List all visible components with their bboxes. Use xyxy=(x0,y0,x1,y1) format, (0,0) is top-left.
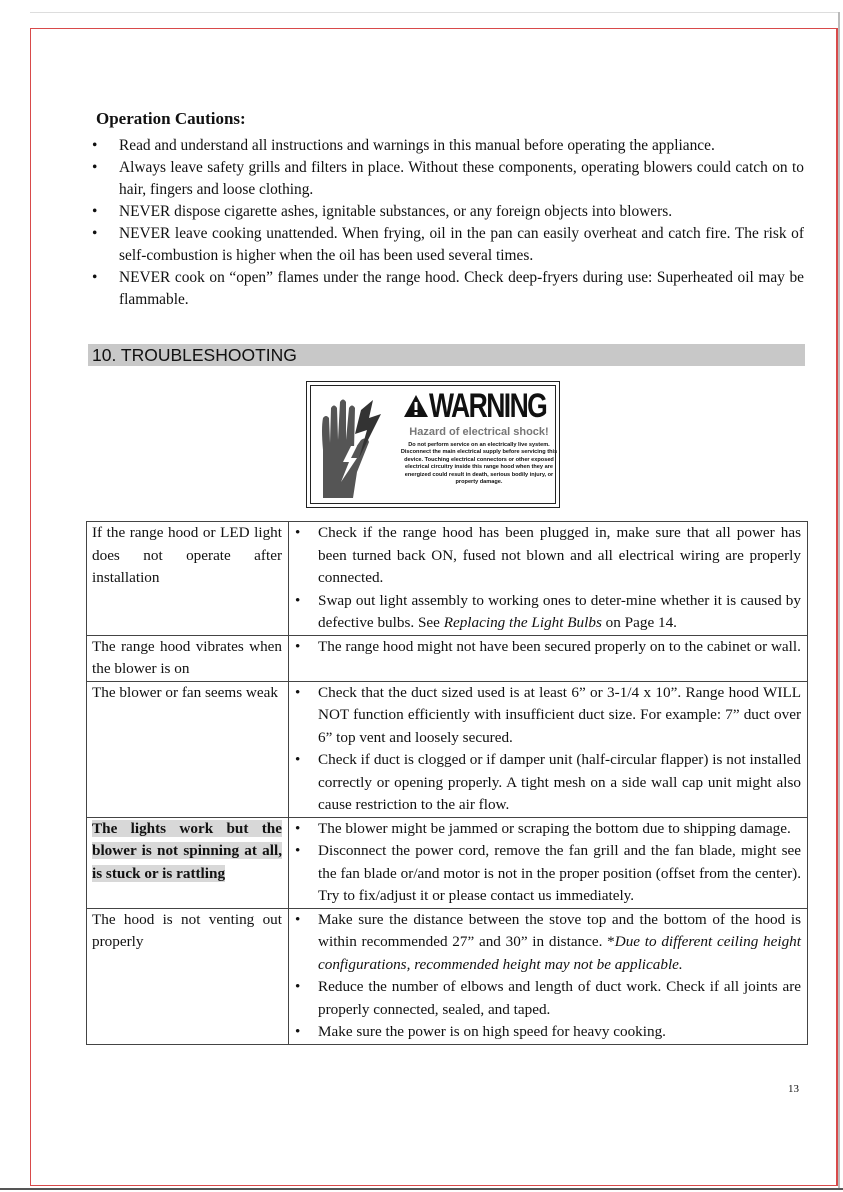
solution-cell xyxy=(289,635,808,681)
table-row xyxy=(87,908,808,1044)
page-edge-top xyxy=(30,12,840,13)
cautions-title: Operation Cautions: xyxy=(96,109,246,128)
solution-cell xyxy=(289,817,808,908)
caution-item: • Read and understand all instructions and warnings in this manual before operating the appliance. xyxy=(92,135,804,157)
problem-cell: The hood is not venting out properly xyxy=(87,908,289,1044)
bullet: • xyxy=(92,203,98,220)
cautions-list xyxy=(92,135,804,311)
problem-cell: The range hood vibrates when the blower is on xyxy=(87,635,289,681)
solution-item: • Reduce the number of elbows and length of duct work. Check if all joints are properly connected, sealed, and taped. xyxy=(295,978,801,1018)
solution-item: • Swap out light assembly to working ones to deter-mine whether it is caused by defective bulbs. See Replacing the Light Bulbs on Page 14. xyxy=(295,591,801,631)
caution-item: • NEVER dispose cigarette ashes, ignitable substances, or any foreign objects into blowers. xyxy=(92,201,804,223)
problem-cell: The blower or fan seems weak xyxy=(87,681,289,817)
bullet: • xyxy=(92,269,98,286)
warning-body: Do not perform service on an electrically live system. Disconnect the main electrical supply before servicing this device. Touching electrical connectors or other exposed electrical circuitry inside this range hood when they are energized could result in death, serious bodily injury, or property damage. xyxy=(400,442,558,486)
warning-inner-border xyxy=(310,385,556,504)
table-row xyxy=(87,522,808,636)
section-title: 10. TROUBLESHOOTING xyxy=(92,345,297,365)
warning-label xyxy=(306,381,560,508)
warning-heading: WARNING xyxy=(429,387,547,425)
solution-item: • Check if the range hood has been plugged in, make sure that all power has been turned back ON, fused not blown and all electrical wiring are properly connected. xyxy=(295,524,801,586)
bullet: • xyxy=(92,137,98,154)
solution-cell xyxy=(289,681,808,817)
page-edge-right xyxy=(838,12,840,1188)
problem-cell: If the range hood or LED light does not operate after installation xyxy=(87,522,289,636)
bullet: • xyxy=(92,225,98,242)
solution-cell xyxy=(289,522,808,636)
table-row xyxy=(87,681,808,817)
caution-item: • Always leave safety grills and filters in place. Without these components, operating blowers could catch on to hair, fingers and loose clothing. xyxy=(92,159,804,198)
problem-cell-highlighted: The lights work but the blower is not spinning at all, is stuck or is rattling xyxy=(87,817,289,908)
solution-item: • Make sure the distance between the stove top and the bottom of the hood is within recommended 27” and 30” in distance. *Due to different ceiling height configurations, recommended height may not be applicable. xyxy=(295,910,801,973)
page-number: 13 xyxy=(788,1083,799,1095)
hand-shock-icon xyxy=(313,388,393,506)
troubleshooting-table xyxy=(86,521,808,1045)
bullet: • xyxy=(92,159,98,176)
solution-cell xyxy=(289,908,808,1044)
solution-item: • Check if duct is clogged or if damper unit (half-circular flapper) is not installed correctly or opening properly. A tight mesh on a side wall cap unit might also cause restriction to the air flow. xyxy=(295,751,801,813)
height-note: Due to different ceiling height configurations, recommended height may not be applicable. xyxy=(318,933,801,973)
solution-item: • The range hood might not have been secured properly on to the cabinet or wall. xyxy=(295,637,801,655)
warning-subheading: Hazard of electrical shock! xyxy=(409,426,549,438)
solution-item: • Disconnect the power cord, remove the fan grill and the fan blade, might see the fan blade or/and motor is not in the proper position (offset from the center). Try to fix/adjust it or please contact us immediately. xyxy=(295,842,801,904)
caution-item: • NEVER leave cooking unattended. When frying, oil in the pan can easily overheat and catch fire. The risk of self-combustion is higher when the oil has been used several times. xyxy=(92,225,804,264)
solution-item: • Check that the duct sized used is at least 6” or 3-1/4 x 10”. Range hood WILL NOT function efficiently with insufficient duct size. For example: 7” duct over 6” top vent and loosely secured. xyxy=(295,683,801,746)
table-row xyxy=(87,635,808,681)
solution-item: • The blower might be jammed or scraping the bottom due to shipping damage. xyxy=(295,819,791,837)
table-row xyxy=(87,817,808,908)
solution-item: • Make sure the power is on high speed for heavy cooking. xyxy=(295,1023,666,1040)
warning-triangle-icon xyxy=(403,394,429,418)
reference-link-text: Replacing the Light Bulbs xyxy=(443,614,602,631)
caution-item: • NEVER cook on “open” flames under the range hood. Check deep-fryers during use: Superheated oil may be flammable. xyxy=(92,269,804,308)
page-bottom-edge xyxy=(0,1188,843,1190)
